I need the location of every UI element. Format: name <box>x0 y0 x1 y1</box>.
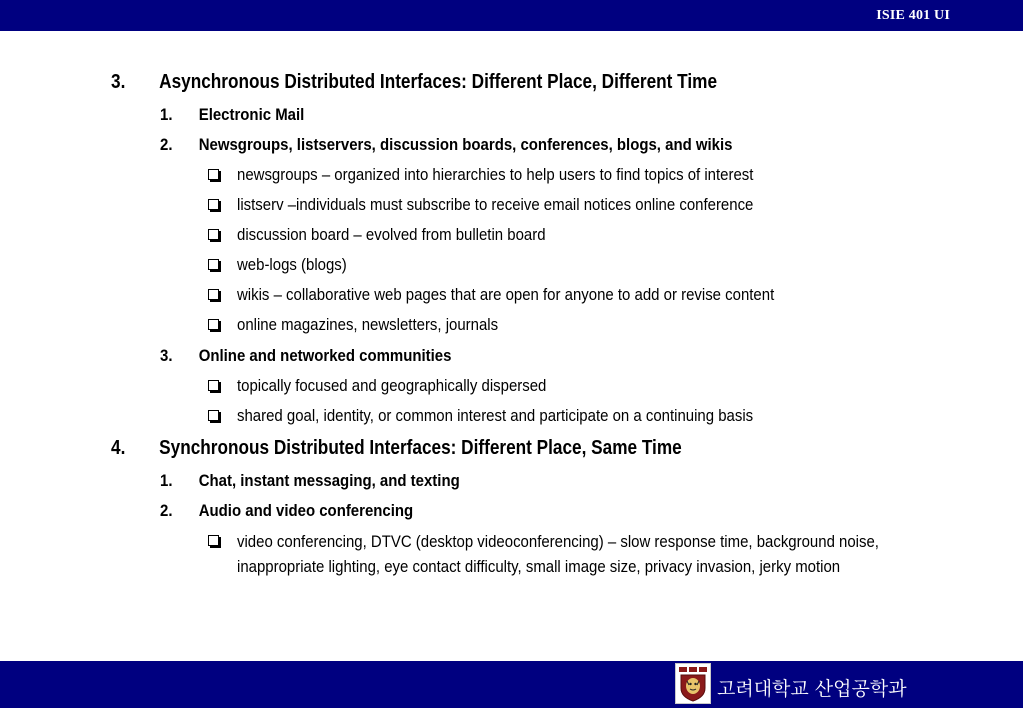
bullet-text: topically focused and geographically dispersed <box>237 376 547 395</box>
subitem-title: Online and networked communities <box>198 346 452 365</box>
checkbox-bullet-icon <box>208 259 219 270</box>
checkbox-bullet-icon <box>208 319 219 330</box>
checkbox-bullet-icon <box>208 229 219 240</box>
bullet-text: newsgroups – organized into hierarchies to help users to find topics of interest <box>237 165 754 184</box>
bullet-text: discussion board – evolved from bulletin board <box>237 225 546 244</box>
outline-number: 3. <box>111 71 126 93</box>
bullet-text: shared goal, identity, or common interest and participate on a continuing basis <box>237 406 754 425</box>
outline-heading: Asynchronous Distributed Interfaces: Different Place, Different Time <box>159 71 718 93</box>
bullet-text: listserv –individuals must subscribe to receive email notices online conference <box>237 195 754 214</box>
checkbox-bullet-icon <box>208 535 219 546</box>
bullet-text: web-logs (blogs) <box>237 255 347 274</box>
checkbox-bullet-icon <box>208 199 219 210</box>
course-label: ISIE 401 UI <box>876 8 950 23</box>
university-crest-icon <box>675 663 711 704</box>
outline-number: 4. <box>111 437 126 459</box>
checkbox-bullet-icon <box>208 380 219 391</box>
subitem-number: 3. <box>160 346 173 365</box>
outline-heading: Synchronous Distributed Interfaces: Different Place, Same Time <box>159 437 682 459</box>
checkbox-bullet-icon <box>208 169 219 180</box>
bullet-text: online magazines, newsletters, journals <box>237 315 499 334</box>
checkbox-bullet-icon <box>208 289 219 300</box>
bullet-text: wikis – collaborative web pages that are open for anyone to add or revise content <box>237 285 775 304</box>
subitem-number: 1. <box>160 105 173 124</box>
footer-department-name: 고려대학교 산업공학과 <box>717 678 907 700</box>
subitem-number: 2. <box>160 135 173 154</box>
subitem-title: Chat, instant messaging, and texting <box>198 471 460 490</box>
subitem-title: Audio and video conferencing <box>198 501 414 520</box>
bullet-text: video conferencing, DTVC (desktop videoconferencing) – slow response time, background noise, inappropriate lighting, eye contact difficulty, small image size, privacy invasion, jerky motion <box>237 532 879 576</box>
subitem-number: 1. <box>160 471 173 490</box>
subitem-title: Electronic Mail <box>198 105 305 124</box>
checkbox-bullet-icon <box>208 410 219 421</box>
subitem-number: 2. <box>160 501 173 520</box>
subitem-title: Newsgroups, listservers, discussion boards, conferences, blogs, and wikis <box>198 135 733 154</box>
